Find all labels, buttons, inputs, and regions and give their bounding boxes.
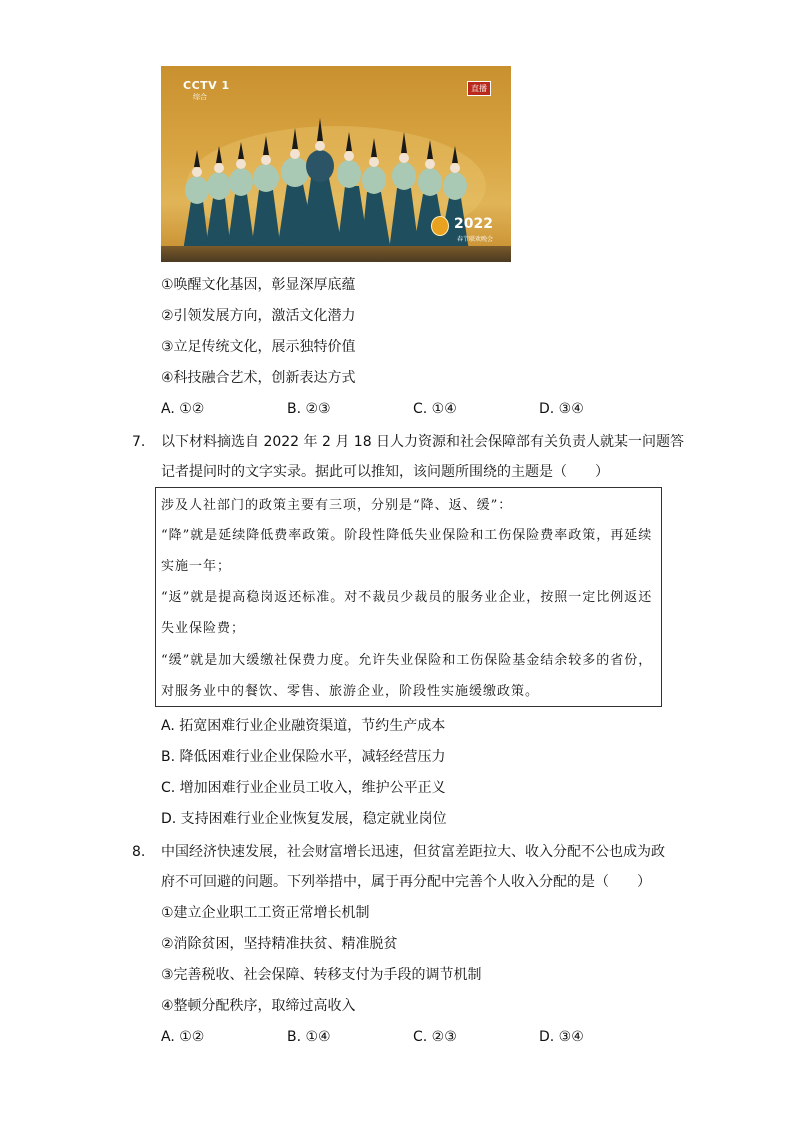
material-line-3: 实施一年； <box>161 559 232 574</box>
dancers-illustration <box>161 66 511 262</box>
material-line-6: “缓”就是加大缓缴社保费力度。允许失业保险和工伤保险基金结余较多的省份， <box>161 653 653 668</box>
q6-item-3: ③立足传统文化，展示独特价值 <box>161 339 356 355</box>
q8-stem-line2: 府不可回避的问题。下列举措中，属于再分配中完善个人收入分配的是（ ） <box>161 874 651 890</box>
live-badge: 直播 <box>467 81 491 96</box>
q7-stem-line2: 记者提问时的文字实录。据此可以推知，该问题所围绕的主题是（ ） <box>161 464 609 480</box>
q7-option-c: C. 增加困难行业企业员工收入，维护公平正义 <box>161 780 446 796</box>
q6-option-c: C. ①④ <box>413 401 457 417</box>
q7-option-a: A. 拓宽困难行业企业融资渠道，节约生产成本 <box>161 718 446 734</box>
q6-option-b: B. ②③ <box>287 401 331 417</box>
material-line-2: “降”就是延续降低费率政策。阶段性降低失业保险和工伤保险费率政策，再延续 <box>161 528 653 543</box>
q8-item-4: ④整顿分配秩序，取缔过高收入 <box>161 998 356 1014</box>
tiger-mascot-icon <box>431 216 449 236</box>
q6-option-a: A. ①② <box>161 401 205 417</box>
material-line-1: 涉及人社部门的政策主要有三项，分别是“降、返、缓”： <box>161 498 513 513</box>
material-line-7: 对服务业中的餐饮、零售、旅游企业，阶段性实施缓缴政策。 <box>161 684 540 699</box>
q6-item-2: ②引领发展方向，激活文化潜力 <box>161 308 356 324</box>
q7-number: 7. <box>132 434 146 450</box>
q8-item-1: ①建立企业职工工资正常增长机制 <box>161 905 370 921</box>
q8-number: 8. <box>132 844 146 860</box>
channel-sub: 综合 <box>193 93 207 101</box>
q8-item-2: ②消除贫困，坚持精准扶贫、精准脱贫 <box>161 936 398 952</box>
q6-item-4: ④科技融合艺术，创新表达方式 <box>161 370 356 386</box>
q8-stem-line1: 中国经济快速发展，社会财富增长迅速，但贫富差距拉大、收入分配不公也成为政 <box>161 844 665 860</box>
performance-photo <box>161 66 511 262</box>
q7-option-b: B. 降低困难行业企业保险水平，减轻经营压力 <box>161 749 446 765</box>
channel-logo: CCTV 1 <box>183 79 230 92</box>
q8-item-3: ③完善税收、社会保障、转移支付为手段的调节机制 <box>161 967 482 983</box>
q8-option-c: C. ②③ <box>413 1029 457 1045</box>
q8-option-d: D. ③④ <box>539 1029 584 1045</box>
q6-option-d: D. ③④ <box>539 401 584 417</box>
q8-option-b: B. ①④ <box>287 1029 331 1045</box>
q6-item-1: ①唤醒文化基因，彰显深厚底蕴 <box>161 277 356 293</box>
q7-option-d: D. 支持困难行业企业恢复发展，稳定就业岗位 <box>161 811 447 827</box>
material-line-4: “返”就是提高稳岗返还标准。对不裁员少裁员的服务业企业，按照一定比例返还 <box>161 590 653 605</box>
q7-stem-line1: 以下材料摘选自 2022 年 2 月 18 日人力资源和社会保障部有关负责人就某一问题答 <box>161 434 685 450</box>
q8-option-a: A. ①② <box>161 1029 205 1045</box>
event-name: 春节联欢晚会 <box>456 236 493 243</box>
stage-floor <box>161 246 511 262</box>
event-year: 2022 <box>454 216 493 232</box>
material-line-5: 失业保险费； <box>161 621 246 636</box>
